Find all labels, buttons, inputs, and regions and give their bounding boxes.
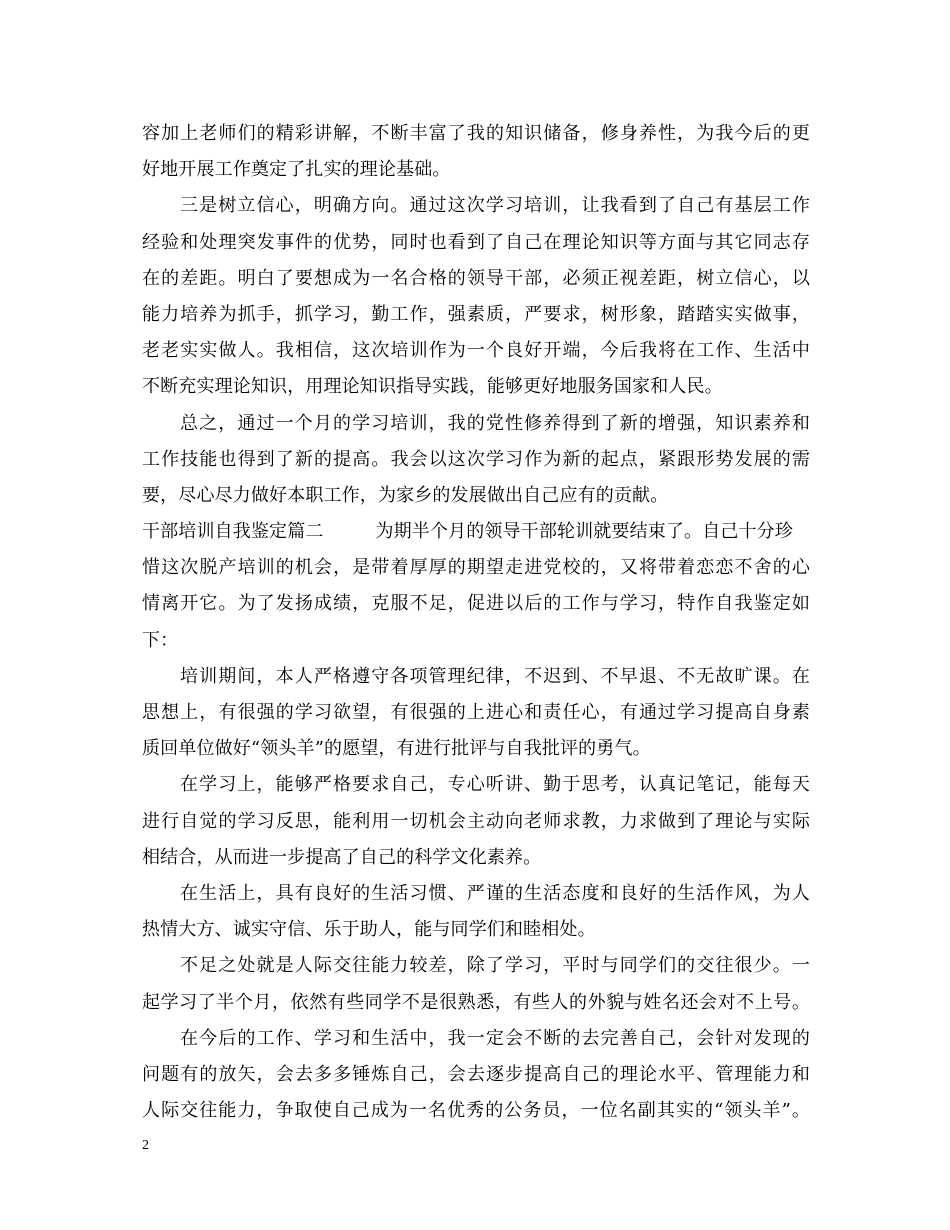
- paragraph-line: 在的差距。明白了要想成为一名合格的领导干部，必须正视差距，树立信心，以: [142, 267, 810, 289]
- paragraph-line: 惜这次脱产培训的机会，是带着厚厚的期望走进党校的，又将带着恋恋不舍的心: [142, 557, 810, 579]
- paragraph-line: 好地开展工作奠定了扎实的理论基础。: [142, 159, 451, 181]
- paragraph-line: 进行自觉的学习反思，能利用一切机会主动向老师求教，力求做到了理论与实际: [142, 810, 810, 832]
- paragraph-line: 培训期间，本人严格遵守各项管理纪律，不迟到、不早退、不无故旷课。在: [180, 665, 810, 687]
- paragraph-line: 问题有的放矢，会去多多锤炼自己，会去逐步提高自己的理论水平、管理能力和: [142, 1063, 810, 1085]
- paragraph-line: 在生活上，具有良好的生活习惯、严谨的生活态度和良好的生活作风，为人: [180, 882, 810, 904]
- section-heading-line: [142, 514, 810, 550]
- paragraph-line: 三是树立信心，明确方向。通过这次学习培训，让我看到了自己有基层工作: [180, 195, 810, 217]
- paragraph-line-text: 为期半个月的领导干部轮训就要结束了。自己十分珍: [375, 521, 793, 543]
- paragraph-line: 相结合，从而进一步提高了自己的科学文化素养。: [142, 846, 542, 868]
- paragraph-line: 热情大方、诚实守信、乐于助人，能与同学们和睦相处。: [142, 919, 596, 941]
- paragraph-line: 工作技能也得到了新的提高。我会以这次学习作为新的起点，紧跟形势发展的需: [142, 448, 810, 470]
- paragraph-line: 不足之处就是人际交往能力较差，除了学习，平时与同学们的交往很少。一: [180, 955, 810, 977]
- paragraph-line: 要，尽心尽力做好本职工作，为家乡的发展做出自己应有的贡献。: [142, 484, 669, 506]
- page-number: 2: [142, 1138, 149, 1153]
- paragraph-line: 经验和处理突发事件的优势，同时也看到了自己在理论知识等方面与其它同志存: [142, 231, 810, 253]
- paragraph-line: 起学习了半个月，依然有些同学不是很熟悉，有些人的外貌与姓名还会对不上号。: [142, 991, 810, 1013]
- paragraph-line: 质回单位做好“领头羊”的愿望，有进行批评与自我批评的勇气。: [142, 738, 651, 760]
- paragraph-line: 在学习上，能够严格要求自己，专心听讲、勤于思考，认真记笔记，能每天: [180, 774, 810, 796]
- paragraph-line: 在今后的工作、学习和生活中，我一定会不断的去完善自己，会针对发现的: [180, 1027, 810, 1049]
- paragraph-line: 思想上，有很强的学习欲望，有很强的上进心和责任心，有通过学习提高自身素: [142, 702, 810, 723]
- paragraph-line: 容加上老师们的精彩讲解，不断丰富了我的知识储备，修身养性，为我今后的更: [142, 123, 810, 144]
- document-body: [142, 116, 810, 1129]
- paragraph-line: 不断充实理论知识，用理论知识指导实践，能够更好地服务国家和人民。: [142, 376, 723, 398]
- paragraph-line: 能力培养为抓手，抓学习，勤工作，强素质，严要求，树形象，踏踏实实做事，: [142, 303, 810, 325]
- paragraph-line: 人际交往能力，争取使自己成为一名优秀的公务员，一位名副其实的“领头羊”。: [142, 1100, 810, 1122]
- paragraph-line: 情离开它。为了发扬成绩，克服不足，促进以后的工作与学习，特作自我鉴定如: [142, 593, 810, 615]
- paragraph-line: 总之，通过一个月的学习培训，我的党性修养得到了新的增强，知识素养和: [180, 412, 810, 434]
- section-heading: 干部培训自我鉴定篇二: [142, 521, 324, 543]
- paragraph-line: 老老实实做人。我相信，这次培训作为一个良好开端，今后我将在工作、生活中: [142, 340, 810, 362]
- paragraph-line: 下：: [142, 629, 179, 651]
